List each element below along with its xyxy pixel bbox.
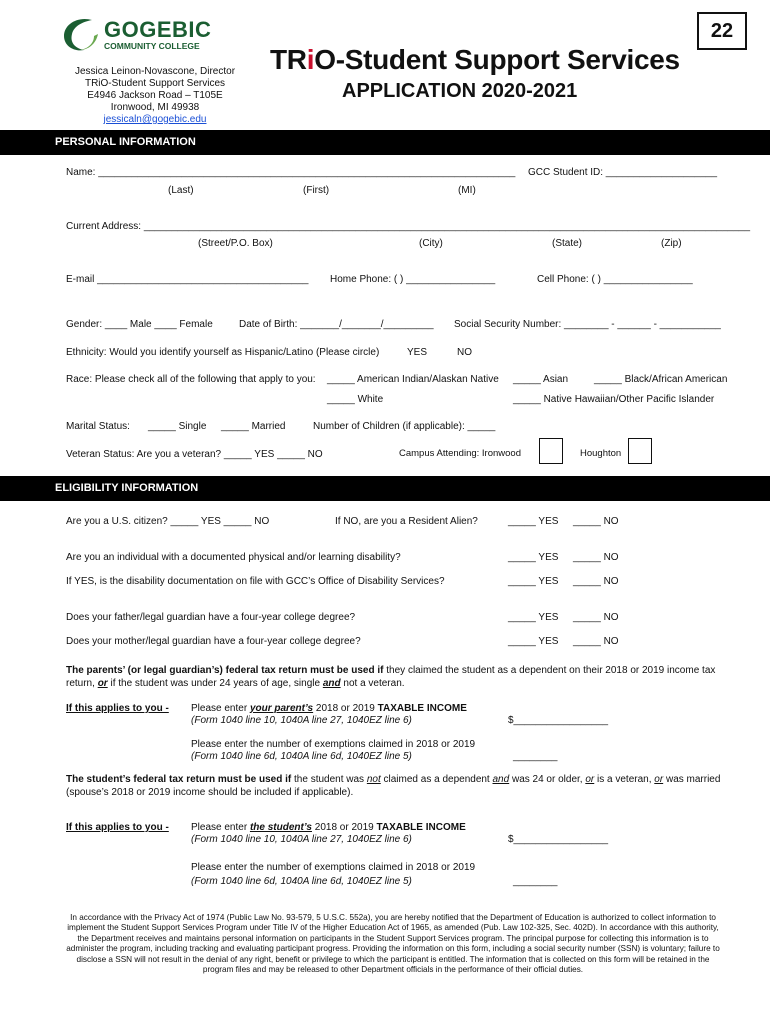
resident-yes[interactable]: _____ YES xyxy=(508,516,559,527)
address-field[interactable]: Current Address: _____________________________________________________________________________________________________________ xyxy=(66,221,751,232)
email-field[interactable]: E-mail ______________________________________ xyxy=(66,274,309,285)
student-income-label: Please enter the student’s 2018 or 2019 TAXABLE INCOME xyxy=(191,822,466,833)
race-native-hawaiian[interactable]: _____ Native Hawaiian/Other Pacific Islander xyxy=(513,394,715,405)
contact-block xyxy=(60,66,250,126)
logo-subtitle: COMMUNITY COLLEGE xyxy=(104,41,200,51)
applies-label-parent: If this applies to you - xyxy=(66,703,169,714)
street-label: (Street/P.O. Box) xyxy=(198,238,273,249)
title-part2: i xyxy=(306,44,315,75)
campus-houghton-label: Houghton xyxy=(580,448,622,459)
dob-field[interactable]: Date of Birth: _______/_______/_________ xyxy=(239,319,434,330)
contact-email-link[interactable]: jessicaln@gogebic.edu xyxy=(103,114,207,125)
contact-program: TRiO-Student Support Services xyxy=(84,78,226,89)
father-degree-yes[interactable]: _____ YES xyxy=(508,612,559,623)
contact-address: E4946 Jackson Road – T105E xyxy=(87,90,223,101)
resident-no[interactable]: _____ NO xyxy=(573,516,619,527)
last-label: (Last) xyxy=(168,185,194,196)
disability-yes[interactable]: _____ YES xyxy=(508,552,559,563)
home-phone-field[interactable]: Home Phone: ( ) ________________ xyxy=(330,274,496,285)
citizen-field[interactable]: Are you a U.S. citizen? _____ YES _____ NO xyxy=(66,516,270,527)
logo-name: GOGEBIC xyxy=(104,17,212,42)
disability-doc-question: If YES, is the disability documentation on file with GCC’s Office of Disability Services? xyxy=(66,576,445,587)
ethnicity-question: Ethnicity: Would you identify yourself as Hispanic/Latino (Please circle) xyxy=(66,347,380,358)
personal-info-header: PERSONAL INFORMATION xyxy=(0,130,770,155)
race-question: Race: Please check all of the following that apply to you: xyxy=(66,374,316,385)
parents-tax-instruction: The parents’ (or legal guardian’s) federal tax return must be used if they claimed the student as a dependent on their 2018 or 2019 income tax return, or if the student was under 24 years of age, single and not a veteran. xyxy=(66,665,716,689)
veteran-field[interactable]: Veteran Status: Are you a veteran? _____ YES _____ NO xyxy=(66,449,323,460)
marital-single[interactable]: _____ Single xyxy=(148,421,207,432)
parent-exemptions-field[interactable]: ________ xyxy=(513,751,558,762)
student-income-field[interactable]: $_________________ xyxy=(508,834,609,845)
privacy-notice: In accordance with the Privacy Act of 1974 (Public Law No. 93-579, 5 U.S.C. 552a), you are hereby notified that the Department of Education is authorized to collect information to implement the Student Support Services Program under Title IV of the Higher Education Act of 1965, as amended (Pub. Law 102-325, Sec. 402D). In accordance with this authority, the Department receives and maintains personal information on participants in the Student Support Services program. The principal purpose for collecting this information is to administer the program, including tracking and evaluating participant progress. Providing the information on this form, including a social security number (SSN) is voluntary; failure to disclose a SSN will not result in the denial of any right, benefit or privilege to which the participant is entitled. The information that is collected on this form will be retained in the program files and may be released to other Department officials in the performance of their official duties. xyxy=(66,913,720,975)
student-exemptions-form: (Form 1040 line 6d, 1040A line 6d, 1040EZ line 5) xyxy=(191,876,412,887)
race-white[interactable]: _____ White xyxy=(327,394,384,405)
parent-exemptions-label: Please enter the number of exemptions claimed in 2018 or 2019 xyxy=(191,739,476,750)
ironwood-checkbox[interactable] xyxy=(539,438,563,464)
children-field[interactable]: Number of Children (if applicable): _____ xyxy=(313,421,496,432)
resident-alien-question: If NO, are you a Resident Alien? xyxy=(335,516,478,527)
zip-label: (Zip) xyxy=(661,238,682,249)
marital-married[interactable]: _____ Married xyxy=(221,421,286,432)
cell-phone-field[interactable]: Cell Phone: ( ) ________________ xyxy=(537,274,693,285)
father-degree-no[interactable]: _____ NO xyxy=(573,612,619,623)
first-label: (First) xyxy=(303,185,330,196)
gogebic-logo-icon xyxy=(60,14,102,54)
contact-director: Jessica Leinon-Novascone, Director xyxy=(74,66,236,77)
city-label: (City) xyxy=(419,238,443,249)
college-logo xyxy=(60,14,210,54)
parent-income-label: Please enter your parent’s 2018 or 2019 TAXABLE INCOME xyxy=(191,703,467,714)
father-degree-question: Does your father/legal guardian have a four-year college degree? xyxy=(66,612,356,623)
student-exemptions-label: Please enter the number of exemptions claimed in 2018 or 2019 xyxy=(191,862,476,873)
applies-label-student: If this applies to you - xyxy=(66,822,169,833)
mi-label: (MI) xyxy=(458,185,476,196)
ssn-field[interactable]: Social Security Number: ________ - ______ - ___________ xyxy=(454,319,721,330)
student-income-form: (Form 1040 line 10, 1040A line 27, 1040EZ line 6) xyxy=(191,834,412,845)
page-number-box: 22 xyxy=(697,12,747,50)
eligibility-header: ELIGIBILITY INFORMATION xyxy=(0,476,770,501)
title-part3: O-Student Support Services xyxy=(314,44,680,75)
gender-field[interactable]: Gender: ____ Male ____ Female xyxy=(66,319,213,330)
disability-question: Are you an individual with a documented physical and/or learning disability? xyxy=(66,552,401,563)
parent-exemptions-form: (Form 1040 line 6d, 1040A line 6d, 1040EZ line 5) xyxy=(191,751,412,762)
houghton-checkbox[interactable] xyxy=(628,438,652,464)
contact-city: Ironwood, MI 49938 xyxy=(110,102,200,113)
student-exemptions-field[interactable]: ________ xyxy=(513,876,558,887)
disability-no[interactable]: _____ NO xyxy=(573,552,619,563)
parent-income-field[interactable]: $_________________ xyxy=(508,715,609,726)
race-black[interactable]: _____ Black/African American xyxy=(594,374,728,385)
ethnicity-no-option[interactable]: NO xyxy=(457,347,472,358)
page-subtitle: APPLICATION 2020-2021 xyxy=(342,80,578,102)
state-label: (State) xyxy=(552,238,583,249)
page-title xyxy=(270,44,680,76)
disability-doc-no[interactable]: _____ NO xyxy=(573,576,619,587)
name-field[interactable]: Name: ___________________________________________________________________________ xyxy=(66,167,516,178)
disability-doc-yes[interactable]: _____ YES xyxy=(508,576,559,587)
mother-degree-no[interactable]: _____ NO xyxy=(573,636,619,647)
title-part1: TR xyxy=(270,44,307,75)
mother-degree-question: Does your mother/legal guardian have a four-year college degree? xyxy=(66,636,361,647)
race-asian[interactable]: _____ Asian xyxy=(513,374,569,385)
student-tax-instruction: The student’s federal tax return must be used if the student was not claimed as a dependent and was 24 or older, or is a veteran, or was married (spouse’s 2018 or 2019 income should be included if applicable). xyxy=(66,774,721,798)
race-american-indian[interactable]: _____ American Indian/Alaskan Native xyxy=(327,374,499,385)
gcc-id-field[interactable]: GCC Student ID: ____________________ xyxy=(528,167,718,178)
ethnicity-yes-option[interactable]: YES xyxy=(407,347,428,358)
mother-degree-yes[interactable]: _____ YES xyxy=(508,636,559,647)
campus-ironwood-label: Campus Attending: Ironwood xyxy=(399,448,521,459)
marital-status-label: Marital Status: xyxy=(66,421,130,432)
parent-income-form: (Form 1040 line 10, 1040A line 27, 1040EZ line 6) xyxy=(191,715,412,726)
